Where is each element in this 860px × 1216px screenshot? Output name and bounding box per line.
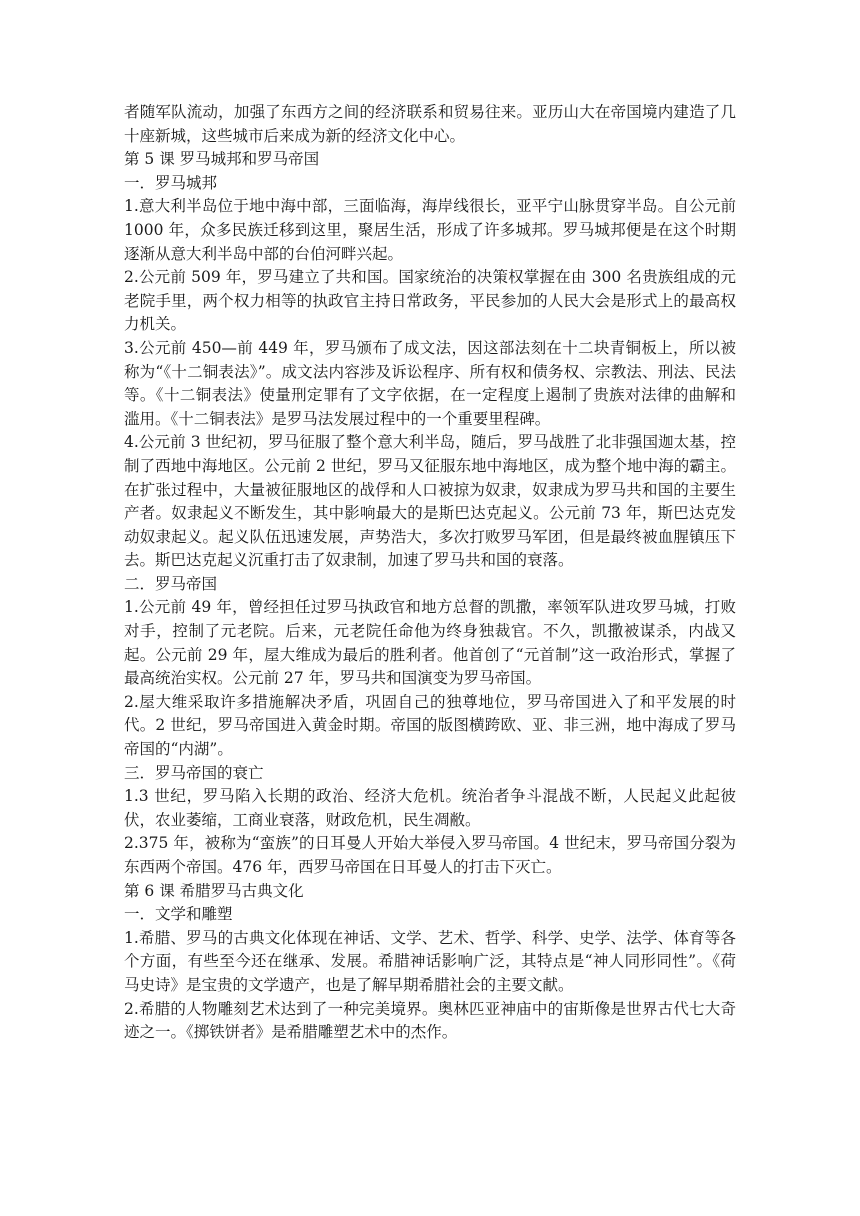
lesson-5-heading: 第 5 课 罗马城邦和罗马帝国 bbox=[124, 150, 320, 169]
section-literature-sculpture-heading: 一．文学和雕塑 bbox=[124, 905, 233, 924]
paragraph-literature-2: 2.希腊的人物雕刻艺术达到了一种完美境界。奥林匹亚神庙中的宙斯像是世界古代七大奇迹之一。《掷铁饼者》是希腊雕塑艺术中的杰作。 bbox=[124, 999, 736, 1042]
paragraph-decline-2: 2.375 年，被称为“蛮族”的日耳曼人开始大举侵入罗马帝国。4 世纪末，罗马帝国分裂为东西两个帝国。476 年，西罗马帝国在日耳曼人的打击下灭亡。 bbox=[124, 834, 736, 876]
section-roman-city-state-heading: 一．罗马城邦 bbox=[124, 173, 218, 192]
paragraph-city-state-4: 4.公元前 3 世纪初，罗马征服了整个意大利半岛，随后，罗马战胜了北非强国迦太基，控制了西地中海地区。公元前 2 世纪，罗马又征服东地中海地区，成为整个地中海的霸主。在扩张过程中，大量被征服地区的战俘和人口被掠为奴隶，奴隶成为罗马共和国的主要生产者。奴隶起义不断发生，其中影响最大的是斯巴达克起义。公元前 73 年，斯巴达克发动奴隶起义。起义队伍迅速发展，声势浩大，多次打败罗马军团，但是最终被血腥镇压下去。斯巴达克起义沉重打击了奴隶制，加速了罗马共和国的衰落。 bbox=[124, 433, 736, 570]
paragraph-city-state-3: 3.公元前 450—前 449 年，罗马颁布了成文法，因这部法刻在十二块青铜板上，所以被称为“《十二铜表法》”。成文法内容涉及诉讼程序、所有权和债务权、宗教法、刑法、民法等。《十二铜表法》使量刑定罪有了文字依据，在一定程度上遏制了贵族对法律的曲解和滥用。《十二铜表法》是罗马法发展过程中的一个重要里程碑。 bbox=[124, 338, 736, 428]
paragraph-empire-1: 1.公元前 49 年，曾经担任过罗马执政官和地方总督的凯撒，率领军队进攻罗马城，打败对手，控制了元老院。后来，元老院任命他为终身独裁官。不久，凯撒被谋杀，内战又起。公元前 29 年，屋大维成为最后的胜利者。他首创了“元首制”这一政治形式，掌握了最高统治实权。公元前 27 年，罗马共和国演变为罗马帝国。 bbox=[124, 598, 736, 688]
paragraph-city-state-1: 1.意大利半岛位于地中海中部，三面临海，海岸线很长，亚平宁山脉贯穿半岛。自公元前 1000 年，众多民族迁移到这里，聚居生活，形成了许多城邦。罗马城邦便是在这个时期逐渐从意大利半岛中部的台伯河畔兴起。 bbox=[124, 197, 736, 263]
section-roman-empire-heading: 二．罗马帝国 bbox=[124, 574, 218, 593]
lesson-6-heading: 第 6 课 希腊罗马古典文化 bbox=[124, 881, 304, 900]
paragraph-empire-2: 2.屋大维采取许多措施解决矛盾，巩固自己的独尊地位，罗马帝国进入了和平发展的时代。2 世纪，罗马帝国进入黄金时期。帝国的版图横跨欧、亚、非三洲，地中海成了罗马帝国的“内湖”。 bbox=[124, 692, 736, 759]
paragraph-decline-1: 1.3 世纪，罗马陷入长期的政治、经济大危机。统治者争斗混战不断，人民起义此起彼伏，农业萎缩，工商业衰落，财政危机，民生凋敝。 bbox=[124, 787, 736, 829]
document-page bbox=[124, 101, 736, 1045]
section-empire-decline-heading: 三．罗马帝国的衰亡 bbox=[124, 763, 264, 782]
paragraph-continuation: 者随军队流动，加强了东西方之间的经济联系和贸易往来。亚历山大在帝国境内建造了几十座新城，这些城市后来成为新的经济文化中心。 bbox=[124, 103, 736, 145]
paragraph-city-state-2: 2.公元前 509 年，罗马建立了共和国。国家统治的决策权掌握在由 300 名贵族组成的元老院手里，两个权力相等的执政官主持日常政务，平民参加的人民大会是形式上的最高权力机关。 bbox=[124, 268, 736, 334]
paragraph-literature-1: 1.希腊、罗马的古典文化体现在神话、文学、艺术、哲学、科学、史学、法学、体育等各个方面，有些至今还在继承、发展。希腊神话影响广泛，其特点是“神人同形同性”。《荷马史诗》是宝贵的文学遗产，也是了解早期希腊社会的主要文献。 bbox=[124, 928, 736, 994]
